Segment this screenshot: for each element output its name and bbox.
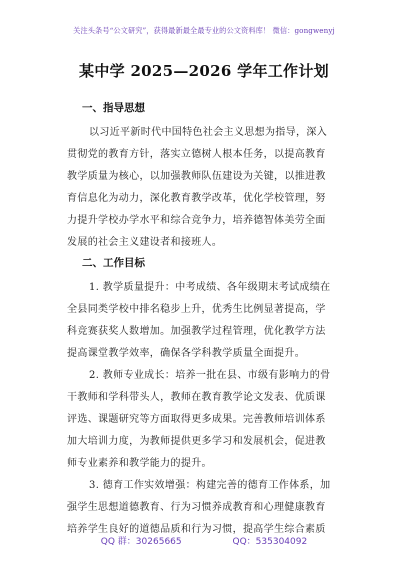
section-heading-guiding-ideology: 一、指导思想 xyxy=(82,102,145,114)
paragraph-line: 1. 教学质量提升：中考成绩、各年级期末考试成绩在 xyxy=(89,282,331,293)
paragraph-line: 2. 教师专业成长：培养一批在县、市级有影响力的骨 xyxy=(89,370,331,381)
document-title: 某中学 2025—2026 学年工作计划 xyxy=(79,62,329,80)
section-heading-work-goals: 二、工作目标 xyxy=(82,257,145,269)
footer-qq-group: QQ 群：30265665 xyxy=(100,537,182,547)
footer-contact xyxy=(0,534,408,547)
paragraph-line: 提高课堂教学效率，确保各学科教学质量全面提升。 xyxy=(67,348,306,359)
paragraph-line: 发展的社会主义建设者和接班人。 xyxy=(67,237,223,248)
paragraph-line: 培养学生良好的道德品质和行为习惯，提高学生综合素质 xyxy=(67,524,326,535)
paragraph-line: 3. 德育工作实效增强：构建完善的德育工作体系，加 xyxy=(89,480,331,491)
paragraph-line: 强学生思想道德教育、行为习惯养成教育和心理健康教育 xyxy=(67,502,326,513)
paragraph-line: 教学质量为核心，以加强教师队伍建设为关键，以推进教 xyxy=(67,171,326,182)
paragraph-line: 科竞赛获奖人数增加。加强教学过程管理，优化教学方法 xyxy=(67,326,326,337)
paragraph-line: 加大培训力度，为教师提供更多学习和发展机会，促进教 xyxy=(67,436,326,447)
footer-qq: QQ：535304092 xyxy=(232,537,308,547)
paragraph-line: 以习近平新时代中国特色社会主义思想为指导，深入 xyxy=(89,127,328,138)
paragraph-line: 干教师和学科带头人，教师在教育教学论文发表、优质课 xyxy=(67,392,326,403)
paragraph-line: 力提升学校办学水平和综合竞争力，培养德智体美劳全面 xyxy=(67,215,326,226)
paragraph-line: 评选、课题研究等方面取得更多成果。完善教师培训体系 xyxy=(67,414,326,425)
paragraph-line: 育信息化为动力，深化教育教学改革，优化学校管理，努 xyxy=(67,193,326,204)
paragraph-line: 师专业素养和教学能力的提升。 xyxy=(67,458,212,469)
paragraph-line: 全县同类学校中排名稳步上升，优秀生比例显著提高，学 xyxy=(67,304,326,315)
header-banner: 关注头条号“公文研究”，获得最新最全最专业的公文资料库！ 微信：gongwenyj xyxy=(73,26,335,35)
paragraph-line: 贯彻党的教育方针，落实立德树人根本任务，以提高教育 xyxy=(67,149,326,160)
